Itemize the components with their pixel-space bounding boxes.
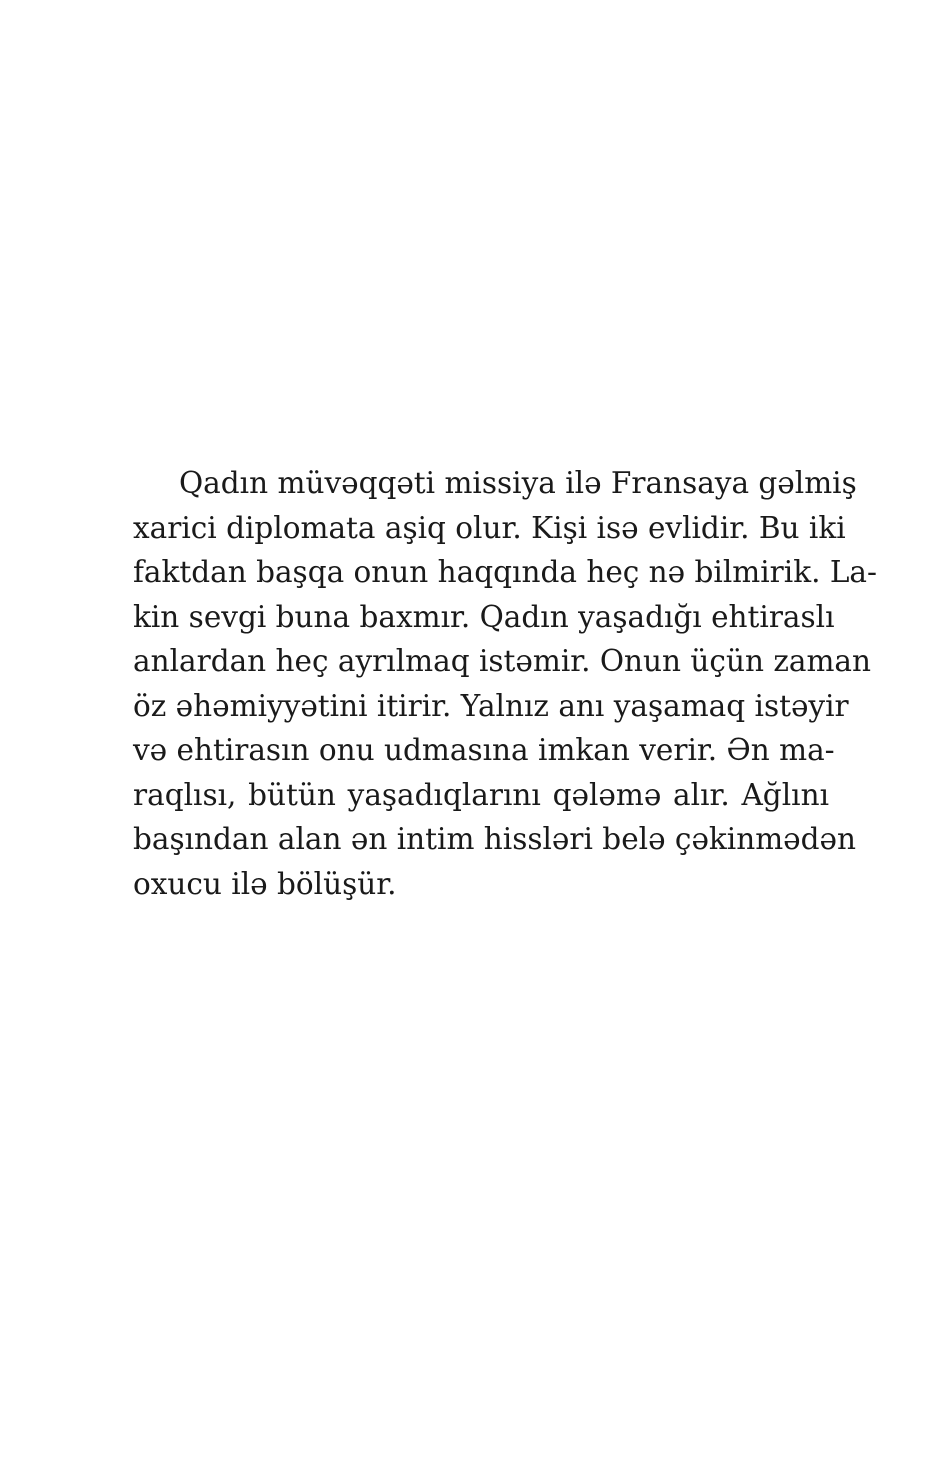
paragraph-line: və ehtirasın onu udmasına imkan verir. Ən ma-	[133, 733, 835, 767]
paragraph-line: başından alan ən intim hissləri belə çəkinmədən	[133, 822, 856, 856]
body-paragraph	[133, 461, 877, 906]
paragraph-line: xarici diplomata aşiq olur. Kişi isə evlidir. Bu iki	[133, 510, 846, 545]
paragraph-line: raqlısı, bütün yaşadıqlarını qələmə alır. Ağlını	[133, 777, 829, 812]
paragraph-line: anlardan heç ayrılmaq istəmir. Onun üçün zaman	[133, 644, 872, 678]
paragraph-line: oxucu ilə bölüşür.	[133, 866, 397, 901]
paragraph-line: faktdan başqa onun haqqında heç nə bilmirik. La-	[133, 555, 877, 589]
paragraph-line: öz əhəmiyyətini itirir. Yalnız anı yaşamaq istəyir	[133, 688, 849, 723]
paragraph-line: kin sevgi buna baxmır. Qadın yaşadığı ehtiraslı	[133, 599, 835, 634]
paragraph-line: Qadın müvəqqəti missiya ilə Fransaya gəlmiş	[179, 466, 857, 500]
